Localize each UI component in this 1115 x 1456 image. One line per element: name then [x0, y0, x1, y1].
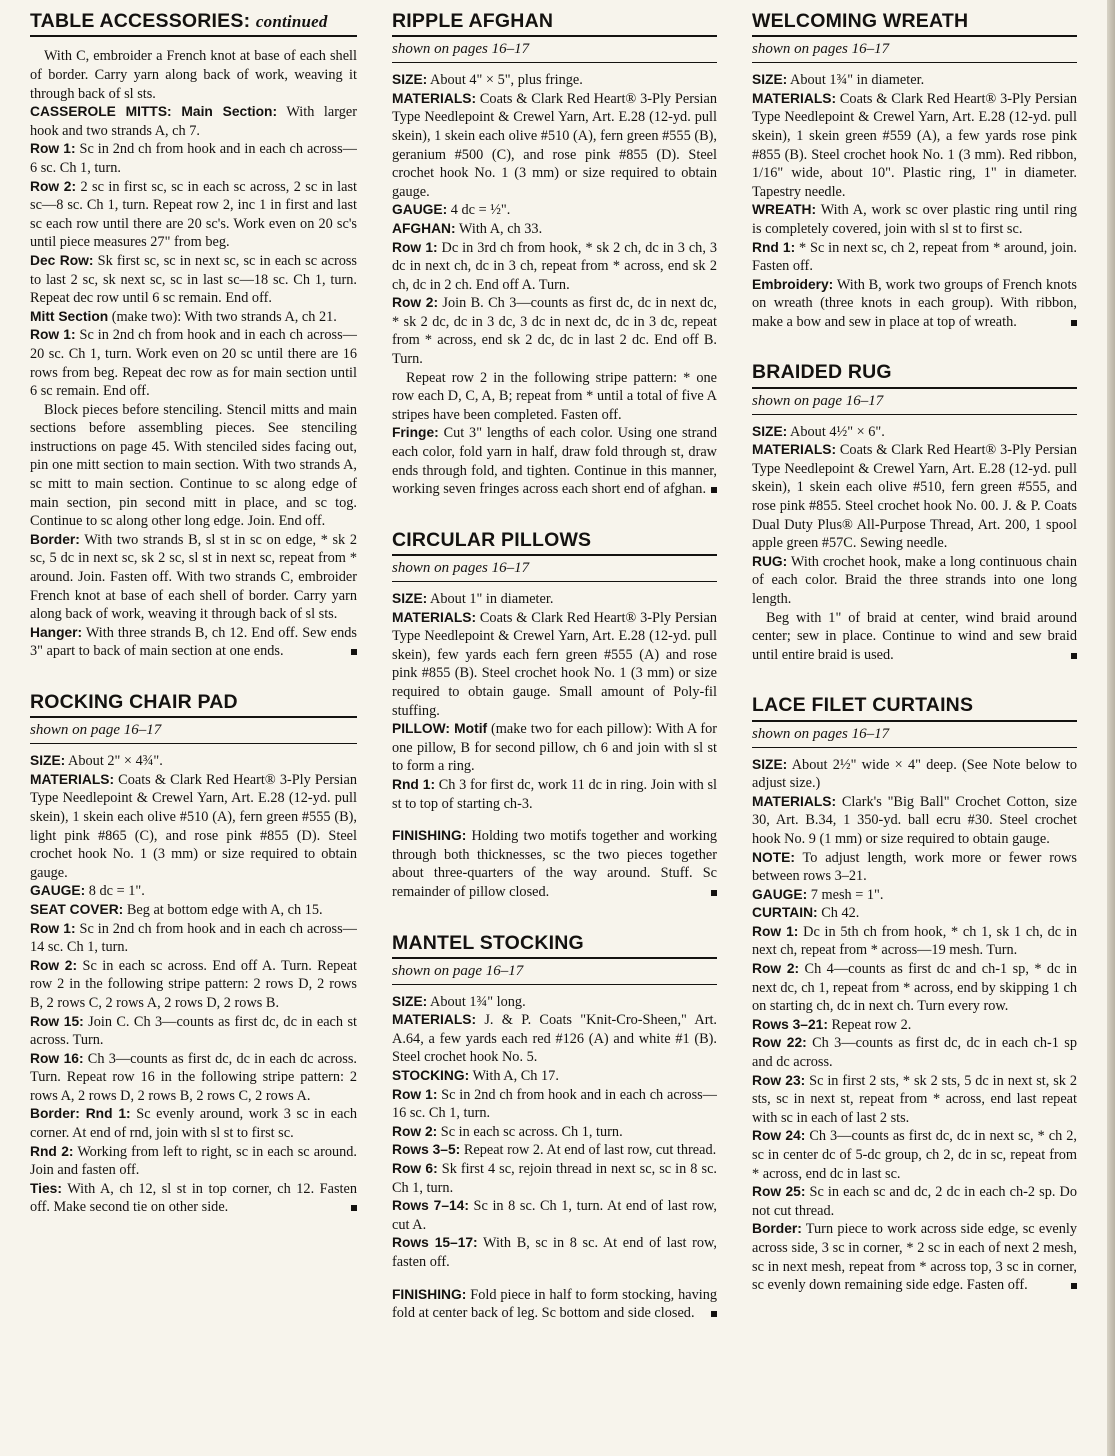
section-title: [392, 529, 717, 556]
instruction-paragraph: [752, 1220, 1077, 1294]
section-title-text: RIPPLE AFGHAN: [392, 10, 554, 32]
instruction-paragraph: [392, 220, 717, 239]
instruction-paragraph: [392, 239, 717, 295]
instruction-paragraph: [392, 1123, 717, 1142]
step-text: Sc evenly around, work 3 sc in each corner. At end of rnd, join with sl st to first sc.: [30, 1106, 357, 1142]
step-text: Sc in 2nd ch from hook and in each ch across—6 sc. Ch 1, turn.: [30, 141, 357, 176]
section-body: [30, 47, 357, 661]
section-body: [392, 993, 717, 1323]
step-text: 2 sc in first sc, sc in each sc across, 2 sc in last sc—8 sc. Ch 1, turn. Repeat row 2, inc 1 in first and last sc each row until there are 20 sc's. Work even on 20 sc's until piece measures 27" from beg.: [30, 178, 357, 251]
instruction-paragraph: [30, 47, 357, 103]
step-text: Sc in each sc across. End off A. Turn. Repeat row 2 in the following stripe pattern: 2 rows D, 2 rows B, 2 rows C, 2 rows A, 2 rows D, 2 rows B.: [30, 957, 357, 1011]
step-text: Dc in 3rd ch from hook, * sk 2 ch, dc in 3 ch, 3 dc in next ch, dc in 3 ch, repeat from * across, end sk 2 ch, dc in 2 ch. End off A. Turn.: [392, 239, 717, 293]
step-text: 4 dc = ½".: [447, 202, 511, 219]
step-label: Row 16:: [30, 1050, 84, 1066]
instruction-paragraph: [392, 1286, 717, 1323]
step-text: Working from left to right, sc in each sc around. Join and fasten off.: [30, 1143, 357, 1179]
step-label: Fringe:: [392, 425, 439, 441]
step-text: With A, ch 12, sl st in top corner, ch 12. Fasten off. Make second tie on other side.: [30, 1180, 357, 1216]
step-text: To adjust length, work more or fewer rows between rows 3–21.: [752, 849, 1077, 885]
pattern-section: [30, 10, 357, 661]
instruction-paragraph: [752, 553, 1077, 609]
step-label: Row 2:: [752, 961, 800, 977]
instruction-paragraph: [392, 90, 717, 202]
step-text: With crochet hook, make a long continuous chain of each color. Braid the three strands into one long length.: [752, 553, 1077, 607]
step-text: (make two): With two strands A, ch 21.: [108, 308, 337, 325]
instruction-paragraph: [752, 441, 1077, 553]
instruction-paragraph: [30, 1013, 357, 1050]
step-label: Rnd 1:: [752, 239, 796, 255]
step-label: CASSEROLE MITTS: Main Section:: [30, 104, 278, 120]
instruction-paragraph: [392, 590, 717, 609]
section-body: [752, 756, 1077, 1295]
pattern-section: [752, 10, 1077, 331]
instruction-paragraph: [392, 827, 717, 901]
end-of-article-square-icon: [1071, 653, 1077, 659]
step-text: Coats & Clark Red Heart® 3-Ply Persian Type Needlepoint & Crewel Yarn, Art. E.28 (12-yd. pull skein), few yards each fern green #555 (A) and rose pink #855 (B). Steel crochet hook No. 1 (3 mm) or size required to obtain gauge. Small amount of Poly-fil stuffing.: [392, 609, 717, 719]
step-text: Coats & Clark Red Heart® 3-Ply Persian Type Needlepoint & Crewel Yarn, Art. E.28 (12-yd. pull skein), 1 skein each olive #510 (A), fern green #555 (B), geranium #500 (C), and rose pink #855 (D). Steel crochet hook No. 1 (3 mm) or size required to obtain gauge.: [392, 90, 717, 200]
shown-on-pages: shown on page 16–17: [752, 392, 1077, 415]
step-label: SIZE:: [752, 756, 788, 772]
step-text: Sc in 2nd ch from hook and in each ch across—16 sc. Ch 1, turn.: [392, 1086, 717, 1122]
instruction-paragraph: [752, 201, 1077, 238]
step-label: SIZE:: [392, 72, 428, 88]
step-label: MATERIALS:: [392, 609, 477, 625]
step-text: Beg at bottom edge with A, ch 15.: [123, 901, 323, 918]
section-title: [30, 691, 357, 718]
step-text: With B, work two groups of French knots on wreath (three knots in each group). With ribbon, make a bow and sew in place at top of wreath.: [752, 276, 1077, 330]
step-text: Sk first 4 sc, rejoin thread in next sc, sc in 8 sc. Ch 1, turn.: [392, 1161, 717, 1196]
step-label: SIZE:: [392, 591, 428, 606]
instruction-paragraph: [752, 1034, 1077, 1071]
step-text: Sc in each sc across. Ch 1, turn.: [437, 1123, 623, 1140]
column-2: [392, 10, 717, 1456]
step-text: Ch 3—counts as first dc, dc in next sc, * ch 2, sc in center dc of 5-dc group, ch 2, dc in sc, repeat from * across, end dc in last sc.: [752, 1128, 1077, 1182]
instruction-paragraph: [752, 960, 1077, 1016]
section-body: [30, 752, 357, 1217]
step-text: Block pieces before stenciling. Stencil mitts and main sections before assembling pieces. See stenciling instructions on page 45. With stenciled sides facing out, pin one mitt section to main section. With two strands A, sc mitt to main section. Continue to sc along edge of main section, pin second mitt in place, and sc tog. Continue to sc along other long edge. Join. End off.: [30, 401, 357, 530]
instruction-paragraph: [30, 957, 357, 1013]
continued-label: continued: [255, 12, 328, 31]
step-label: Rows 15–17:: [392, 1235, 478, 1251]
shown-on-pages: shown on page 16–17: [30, 721, 357, 744]
section-title-text: TABLE ACCESSORIES:: [30, 10, 251, 32]
instruction-paragraph: [752, 923, 1077, 960]
step-text: With A, Ch 17.: [469, 1068, 559, 1085]
step-label: Row 1:: [392, 239, 438, 255]
instruction-paragraph: [392, 201, 717, 220]
section-title-text: BRAIDED RUG: [752, 361, 892, 384]
instruction-paragraph: [30, 901, 357, 920]
step-text: Beg with 1" of braid at center, wind braid around center; sew in place. Continue to wind and sew braid until entire braid is used.: [752, 609, 1077, 663]
step-label: NOTE:: [752, 849, 795, 865]
step-text: Coats & Clark Red Heart® 3-Ply Persian Type Needlepoint & Crewel Yarn, Art. E.28 (12-yd. pull skein), 1 skein each olive #510 (A), fern green #555 (B), light pink #865 (C), and rose pink #855 (D). Steel crochet hook No. 1 (3 mm) or size required to obtain gauge.: [30, 771, 357, 881]
step-label: MATERIALS:: [392, 1012, 477, 1028]
section-title: [752, 694, 1077, 721]
step-text: With three strands B, ch 12. End off. Sew ends 3" apart to back of main section at one ends.: [30, 624, 357, 660]
step-text: * Sc in next sc, ch 2, repeat from * around, join. Fasten off.: [752, 239, 1077, 275]
instruction-paragraph: [30, 308, 357, 327]
step-text: Coats & Clark Red Heart® 3-Ply Persian Type Needlepoint & Crewel Yarn, Art. E.28 (12-yd. pull skein), 1 skein each olive #510, fern green #555, and rose pink #855. Steel crochet hook No. 00. J. & P. Coats Dual Duty Plus® All-Purpose Thread, Art. 200, 1 spool apple green #57C. Sewing needle.: [752, 442, 1077, 552]
step-text: (make two for each pillow): With A for one pillow, B for second pillow, ch 6 and join with sl st to form a ring.: [392, 721, 717, 775]
page-edge: [1107, 0, 1115, 1456]
step-text: Ch 3—counts as first dc, dc in each dc across. Turn. Repeat row 16 in the following stripe pattern: 2 rows A, 2 rows D, 2 rows B, 2 rows C, 2 rows A.: [30, 1050, 357, 1104]
section-title: [392, 932, 717, 959]
shown-on-pages: shown on pages 16–17: [752, 725, 1077, 748]
step-label: PILLOW: Motif: [392, 721, 488, 737]
step-label: MATERIALS:: [752, 90, 837, 106]
section-body: [752, 71, 1077, 331]
instruction-paragraph: [30, 624, 357, 661]
step-text: Sc in each sc and dc, 2 dc in each ch-2 sp. Do not cut thread.: [752, 1184, 1077, 1219]
pattern-section: [752, 694, 1077, 1294]
instruction-paragraph: [392, 609, 717, 721]
pattern-section: [30, 691, 357, 1217]
step-text: Clark's "Big Ball" Crochet Cotton, size 30, Art. B.34, 1 350-yd. ball ecru #30. Steel crochet hook No. 9 (1 mm) or size required to obtain gauge.: [752, 793, 1077, 847]
step-label: Border:: [752, 1221, 802, 1237]
step-label: Row 2:: [30, 178, 77, 194]
shown-on-pages: shown on page 16–17: [392, 962, 717, 985]
shown-on-pages: shown on pages 16–17: [392, 559, 717, 582]
pattern-section: [392, 529, 717, 902]
instruction-paragraph: [392, 71, 717, 90]
instruction-paragraph: [392, 720, 717, 776]
instruction-paragraph: [30, 531, 357, 624]
instruction-paragraph: [752, 423, 1077, 442]
step-label: Border: Rnd 1:: [30, 1106, 131, 1122]
step-label: FINISHING:: [392, 1286, 467, 1302]
step-label: MATERIALS:: [752, 442, 837, 458]
step-label: Rows 3–21:: [752, 1016, 828, 1032]
step-label: Ties:: [30, 1180, 62, 1196]
section-body: [392, 71, 717, 499]
step-text: With two strands B, sl st in sc on edge, * sk 2 sc, 5 dc in next sc, sk 2 sc, sl st in next sc, repeat from * around. Join. Fasten off. With two strands C, embroider French knot at base of each shell of border. Carry yarn along back of work, weaving it through back of sl sts.: [30, 531, 357, 623]
instruction-paragraph: [752, 886, 1077, 905]
step-text: Ch 42.: [817, 905, 860, 922]
instruction-paragraph: [392, 1086, 717, 1123]
step-label: MATERIALS:: [752, 793, 837, 809]
step-label: AFGHAN:: [392, 220, 456, 236]
instruction-paragraph: [30, 326, 357, 400]
section-title: [392, 10, 717, 37]
column-3: [752, 10, 1077, 1456]
end-of-article-square-icon: [351, 1205, 357, 1211]
step-label: MATERIALS:: [392, 90, 477, 106]
step-label: Row 2:: [392, 295, 439, 311]
step-label: Mitt Section: [30, 308, 109, 324]
instruction-paragraph: [752, 609, 1077, 665]
step-label: SEAT COVER:: [30, 901, 124, 917]
step-label: Row 22:: [752, 1035, 807, 1051]
step-label: Rnd 1:: [392, 776, 436, 792]
step-label: Row 1:: [30, 920, 76, 936]
step-label: Row 2:: [30, 957, 78, 973]
step-label: MATERIALS:: [30, 771, 115, 787]
instruction-paragraph: [752, 1072, 1077, 1128]
end-of-article-square-icon: [711, 487, 717, 493]
step-label: WREATH:: [752, 202, 817, 218]
step-text: About 2½" wide × 4" deep. (See Note below to adjust size.): [752, 756, 1077, 792]
pattern-section: [752, 361, 1077, 664]
step-text: Ch 3 for first dc, work 11 dc in ring. Join with sl st to top of starting ch-3.: [392, 776, 717, 812]
pattern-section: [392, 10, 717, 499]
instruction-paragraph: [392, 1197, 717, 1234]
step-label: Rnd 2:: [30, 1143, 74, 1159]
instruction-paragraph: [30, 401, 357, 531]
step-text: Join C. Ch 3—counts as first dc, dc in each st across. Turn.: [30, 1013, 357, 1049]
section-title: [30, 10, 357, 37]
instruction-paragraph: [392, 993, 717, 1012]
instruction-paragraph: [392, 294, 717, 368]
column-1: [30, 10, 357, 1456]
step-label: RUG:: [752, 553, 788, 569]
instruction-paragraph: [30, 178, 357, 252]
step-text: Sc in 2nd ch from hook and in each ch across—20 sc. Ch 1, turn. Work even on 20 sc until there are 16 rows from beg. Repeat dec row as for main section until 6 sc remain. End off.: [30, 327, 357, 400]
end-of-article-square-icon: [1071, 320, 1077, 326]
step-label: Row 1:: [30, 327, 76, 343]
section-title-text: ROCKING CHAIR PAD: [30, 691, 238, 714]
instruction-paragraph: [752, 1127, 1077, 1183]
step-label: Embroidery:: [752, 276, 834, 292]
step-text: Repeat row 2 in the following stripe pattern: * one row each D, C, A, B; repeat from * until a total of five A stripes have been completed. Fasten off.: [392, 369, 717, 423]
step-label: Dec Row:: [30, 252, 94, 268]
step-text: About 1¾" long.: [427, 993, 526, 1010]
step-text: 8 dc = 1".: [85, 883, 145, 900]
instruction-paragraph: [30, 1180, 357, 1217]
instruction-paragraph: [752, 239, 1077, 276]
step-text: Cut 3" lengths of each color. Using one strand each color, fold yarn in half, draw fold through st, draw ends through fold, and tighten. Continue in this manner, working seven fringes across each short end of afghan.: [392, 425, 717, 498]
section-title-text: WELCOMING WREATH: [752, 10, 969, 32]
step-label: Row 24:: [752, 1128, 806, 1144]
step-label: Rows 7–14:: [392, 1198, 469, 1214]
instruction-paragraph: [752, 793, 1077, 849]
instruction-paragraph: [752, 1016, 1077, 1035]
step-text: Turn piece to work across side edge, sc evenly across side, 3 sc in corner, * 2 sc in each of next 2 mesh, sc in next mesh, repeat from * across top, 3 sc in corner, sc evenly down remaining side edge. Fasten off.: [752, 1221, 1077, 1294]
step-text: About 4" × 5", plus fringe.: [427, 72, 583, 89]
instruction-paragraph: [392, 1234, 717, 1271]
step-label: FINISHING:: [392, 828, 467, 844]
instruction-paragraph: [30, 1050, 357, 1106]
instruction-paragraph: [30, 103, 357, 140]
step-text: With A, work sc over plastic ring until ring is completely covered, join with sl st to first sc.: [752, 202, 1077, 237]
section-title-text: MANTEL STOCKING: [392, 931, 584, 954]
step-label: STOCKING:: [392, 1068, 470, 1084]
step-label: Row 1:: [752, 923, 799, 939]
step-text: Sc in first 2 sts, * sk 2 sts, 5 dc in next st, sk 2 sts, sc in next st, repeat from * across, end last repeat with sc in each of last 2 sts.: [752, 1072, 1077, 1126]
step-label: CURTAIN:: [752, 905, 818, 921]
end-of-article-square-icon: [1071, 1283, 1077, 1289]
instruction-paragraph: [30, 1143, 357, 1180]
step-text: J. & P. Coats "Knit-Cro-Sheen," Art. A.64, a few yards each red #126 (A) and white #1 (B). Steel crochet hook No. 5.: [392, 1012, 717, 1066]
end-of-article-square-icon: [711, 1311, 717, 1317]
section-body: [392, 590, 717, 902]
step-text: About 1" in diameter.: [427, 591, 554, 607]
step-label: SIZE:: [392, 993, 428, 1009]
instruction-paragraph: [392, 1067, 717, 1086]
section-title-text: LACE FILET CURTAINS: [752, 694, 974, 717]
step-label: Border:: [30, 531, 80, 547]
shown-on-pages: shown on pages 16–17: [752, 40, 1077, 63]
step-label: Row 2:: [392, 1123, 438, 1139]
pattern-section: [392, 932, 717, 1323]
step-label: GAUGE:: [392, 202, 448, 218]
step-text: Repeat row 2.: [827, 1016, 912, 1033]
section-body: [752, 423, 1077, 665]
step-text: Join B. Ch 3—counts as first dc, dc in next dc, * sk 2 dc, dc in 3 dc, 3 dc in next dc, dc in 3 dc, repeat from * across, end sk 2 dc, dc in last 2 dc. End off B. Turn.: [392, 295, 717, 368]
instruction-paragraph: [392, 1160, 717, 1197]
step-text: About 2" × 4¾".: [65, 753, 163, 770]
step-label: SIZE:: [752, 72, 788, 88]
step-label: SIZE:: [752, 423, 788, 439]
step-label: Row 15:: [30, 1013, 84, 1029]
step-label: Row 6:: [392, 1161, 438, 1177]
instruction-paragraph: [752, 1183, 1077, 1220]
step-text: Ch 3—counts as first dc, dc in each ch-1 sp and dc across.: [752, 1035, 1077, 1071]
step-label: GAUGE:: [752, 886, 808, 902]
end-of-article-square-icon: [351, 649, 357, 655]
step-label: Row 1:: [30, 141, 76, 157]
step-text: Fold piece in half to form stocking, having fold at center back of leg. Sc bottom and side closed.: [392, 1286, 717, 1322]
step-text: Repeat row 2. At end of last row, cut thread.: [460, 1142, 717, 1159]
instruction-paragraph: [30, 140, 357, 177]
instruction-paragraph: [30, 920, 357, 957]
instruction-paragraph: [392, 424, 717, 498]
step-label: Rows 3–5:: [392, 1142, 461, 1158]
step-label: Row 1:: [392, 1086, 438, 1102]
instruction-paragraph: [392, 776, 717, 813]
step-text: With C, embroider a French knot at base of each shell of border. Carry yarn along back of work, weaving it through back of sl sts.: [30, 48, 357, 102]
step-text: About 1¾" in diameter.: [787, 72, 925, 89]
step-text: Sk first sc, sc in next sc, sc in each sc across to last 2 sc, sk next sc, sc in last sc—18 sc. Ch 1, turn. Repeat dec row until 6 sc remain. End off.: [30, 252, 357, 307]
instruction-paragraph: [392, 1011, 717, 1067]
instruction-paragraph: [752, 849, 1077, 886]
step-text: Ch 4—counts as first dc and ch-1 sp, * dc in next dc, ch 1, repeat from * across, end by skipping 1 ch on starting ch, dc in next ch. Turn every row.: [752, 961, 1077, 1015]
step-text: Sc in 8 sc. Ch 1, turn. At end of last row, cut A.: [392, 1198, 717, 1233]
step-text: Dc in 5th ch from hook, * ch 1, sk 1 ch, dc in next ch, repeat from * across—19 mesh. Turn.: [752, 923, 1077, 959]
instruction-paragraph: [30, 771, 357, 883]
step-label: SIZE:: [30, 753, 66, 769]
instruction-paragraph: [752, 904, 1077, 923]
instruction-paragraph: [30, 252, 357, 308]
instruction-paragraph: [30, 882, 357, 901]
step-text: 7 mesh = 1".: [807, 886, 884, 903]
instruction-paragraph: [752, 276, 1077, 332]
end-of-article-square-icon: [711, 890, 717, 896]
instruction-paragraph: [30, 752, 357, 771]
shown-on-pages: shown on pages 16–17: [392, 40, 717, 63]
step-label: Hanger:: [30, 624, 83, 640]
instruction-paragraph: [752, 756, 1077, 793]
section-title-text: CIRCULAR PILLOWS: [392, 528, 592, 551]
instruction-paragraph: [392, 369, 717, 425]
section-title: [752, 10, 1077, 37]
step-text: About 4½" × 6".: [787, 423, 885, 440]
instruction-paragraph: [392, 1141, 717, 1160]
step-text: With A, ch 33.: [455, 220, 543, 237]
instruction-paragraph: [752, 71, 1077, 90]
step-text: Holding two motifs together and working through both thicknesses, sc the two pieces together about three-quarters of the way around. Stuff. Sc remainder of pillow closed.: [392, 828, 717, 900]
instruction-paragraph: [752, 90, 1077, 202]
step-text: With B, sc in 8 sc. At end of last row, fasten off.: [392, 1235, 717, 1270]
step-text: Coats & Clark Red Heart® 3-Ply Persian Type Needlepoint & Crewel Yarn, Art. E.28 (12-yd. pull skein), 1 skein green #559 (A), a few yards rose pink #855 (B). Steel crochet hook No. 1 (3 mm). Red ribbon, 1/16" wide, about 10". Plastic ring, 1" in diameter. Tapestry needle.: [752, 90, 1077, 200]
step-label: GAUGE:: [30, 883, 86, 899]
step-text: Sc in 2nd ch from hook and in each ch across—14 sc. Ch 1, turn.: [30, 920, 357, 956]
section-title: [752, 361, 1077, 388]
step-label: Row 23:: [752, 1072, 806, 1088]
instruction-paragraph: [30, 1105, 357, 1142]
step-label: Row 25:: [752, 1184, 806, 1200]
step-text: With larger hook and two strands A, ch 7.: [30, 104, 357, 139]
